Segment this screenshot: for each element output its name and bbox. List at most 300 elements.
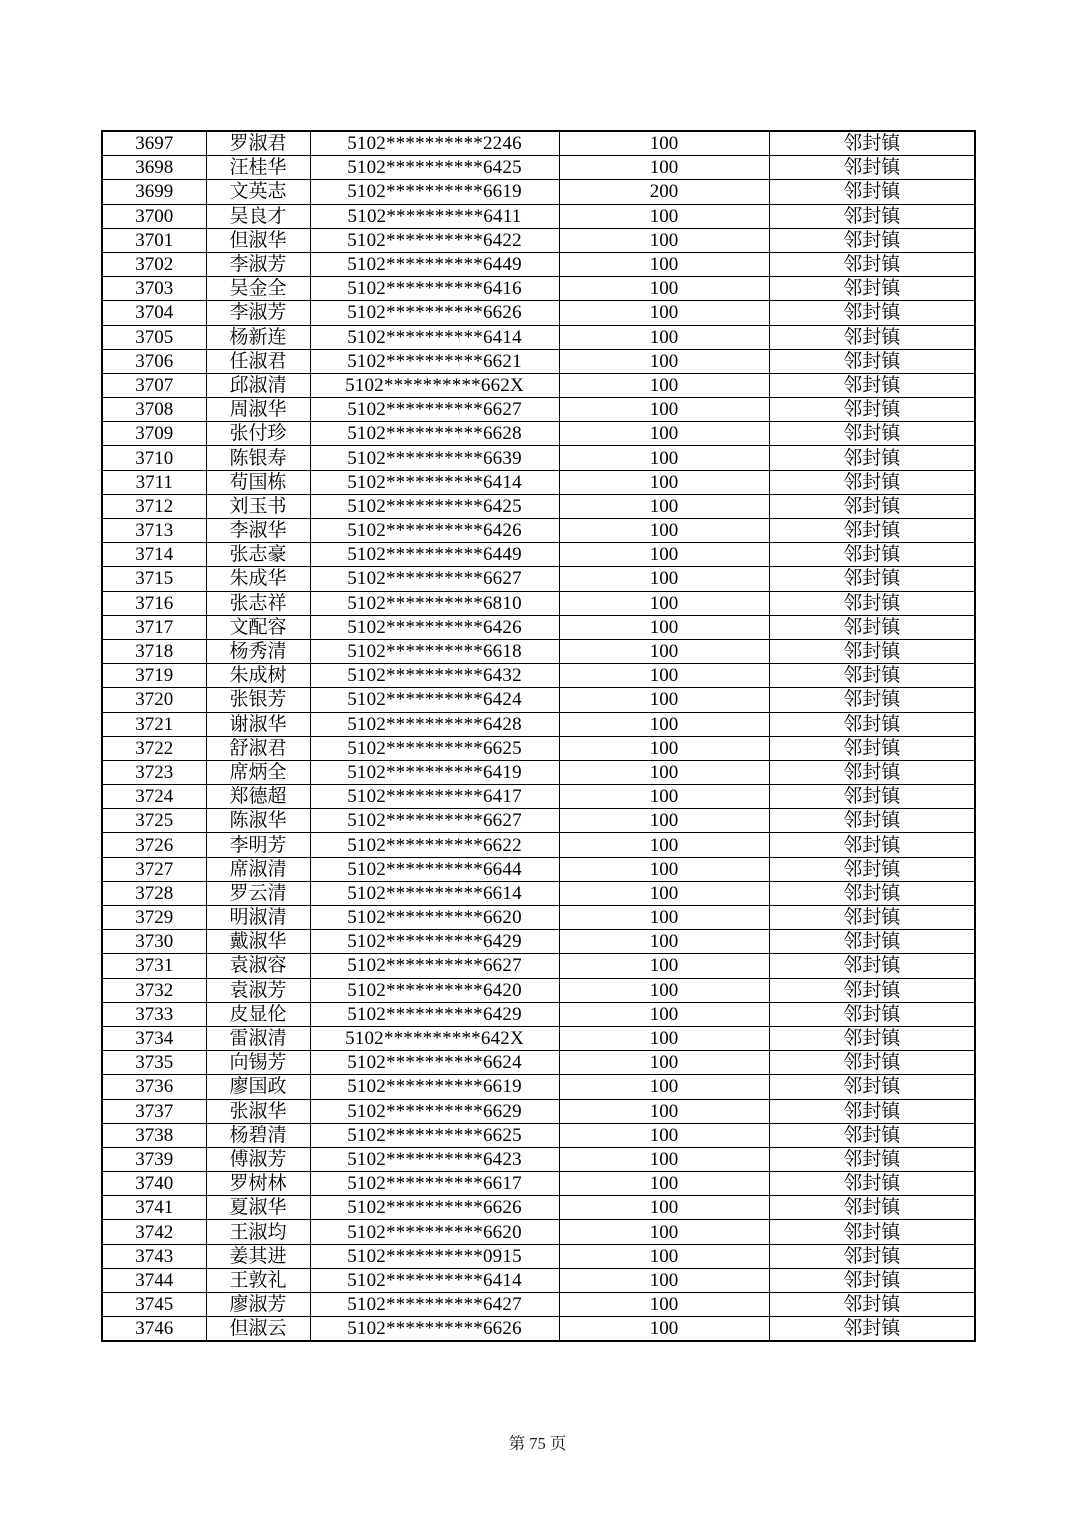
serial-cell: 3727 xyxy=(102,857,206,881)
name-cell: 但淑华 xyxy=(206,228,310,252)
name-cell: 席淑清 xyxy=(206,857,310,881)
amount-cell: 100 xyxy=(559,1244,769,1268)
name-cell: 廖淑芳 xyxy=(206,1293,310,1317)
serial-cell: 3725 xyxy=(102,809,206,833)
id-number-cell: 5102**********6621 xyxy=(310,349,559,373)
town-cell: 邻封镇 xyxy=(769,180,975,204)
serial-cell: 3730 xyxy=(102,930,206,954)
table-row xyxy=(102,760,975,784)
id-number-cell: 5102**********6627 xyxy=(310,954,559,978)
serial-cell: 3745 xyxy=(102,1293,206,1317)
town-cell: 邻封镇 xyxy=(769,712,975,736)
name-cell: 刘玉书 xyxy=(206,494,310,518)
table-row xyxy=(102,785,975,809)
table-row xyxy=(102,543,975,567)
town-cell: 邻封镇 xyxy=(769,809,975,833)
town-cell: 邻封镇 xyxy=(769,156,975,180)
town-cell: 邻封镇 xyxy=(769,1268,975,1292)
name-cell: 吴良才 xyxy=(206,204,310,228)
town-cell: 邻封镇 xyxy=(769,446,975,470)
serial-cell: 3698 xyxy=(102,156,206,180)
serial-cell: 3701 xyxy=(102,228,206,252)
town-cell: 邻封镇 xyxy=(769,1051,975,1075)
table-row xyxy=(102,446,975,470)
table-row xyxy=(102,422,975,446)
town-cell: 邻封镇 xyxy=(769,252,975,276)
serial-cell: 3707 xyxy=(102,373,206,397)
table-row xyxy=(102,252,975,276)
serial-cell: 3728 xyxy=(102,881,206,905)
amount-cell: 100 xyxy=(559,809,769,833)
town-cell: 邻封镇 xyxy=(769,277,975,301)
town-cell: 邻封镇 xyxy=(769,760,975,784)
amount-cell: 100 xyxy=(559,736,769,760)
table-row xyxy=(102,156,975,180)
id-number-cell: 5102**********6810 xyxy=(310,591,559,615)
town-cell: 邻封镇 xyxy=(769,1293,975,1317)
town-cell: 邻封镇 xyxy=(769,494,975,518)
amount-cell: 100 xyxy=(559,301,769,325)
table-row xyxy=(102,1002,975,1026)
table-row xyxy=(102,1075,975,1099)
table-row xyxy=(102,1196,975,1220)
id-number-cell: 5102**********642X xyxy=(310,1026,559,1050)
serial-cell: 3741 xyxy=(102,1196,206,1220)
id-number-cell: 5102**********6422 xyxy=(310,228,559,252)
amount-cell: 100 xyxy=(559,1220,769,1244)
id-number-cell: 5102**********2246 xyxy=(310,131,559,156)
town-cell: 邻封镇 xyxy=(769,591,975,615)
serial-cell: 3700 xyxy=(102,204,206,228)
town-cell: 邻封镇 xyxy=(769,906,975,930)
id-number-cell: 5102**********6639 xyxy=(310,446,559,470)
name-cell: 王敦礼 xyxy=(206,1268,310,1292)
amount-cell: 100 xyxy=(559,1002,769,1026)
name-cell: 张志豪 xyxy=(206,543,310,567)
town-cell: 邻封镇 xyxy=(769,1172,975,1196)
name-cell: 杨秀清 xyxy=(206,639,310,663)
amount-cell: 100 xyxy=(559,785,769,809)
name-cell: 任淑君 xyxy=(206,349,310,373)
table-row xyxy=(102,664,975,688)
amount-cell: 100 xyxy=(559,1196,769,1220)
page-number-footer: 第 75 页 xyxy=(508,1434,567,1453)
id-number-cell: 5102**********6429 xyxy=(310,1002,559,1026)
serial-cell: 3746 xyxy=(102,1317,206,1342)
name-cell: 朱成华 xyxy=(206,567,310,591)
amount-cell: 100 xyxy=(559,1075,769,1099)
table-row xyxy=(102,591,975,615)
id-number-cell: 5102**********6414 xyxy=(310,1268,559,1292)
name-cell: 吴金全 xyxy=(206,277,310,301)
name-cell: 袁淑芳 xyxy=(206,978,310,1002)
table-row xyxy=(102,349,975,373)
table-row xyxy=(102,373,975,397)
name-cell: 张银芳 xyxy=(206,688,310,712)
amount-cell: 100 xyxy=(559,156,769,180)
table-row xyxy=(102,688,975,712)
serial-cell: 3733 xyxy=(102,1002,206,1026)
id-number-cell: 5102**********6625 xyxy=(310,1123,559,1147)
table-row xyxy=(102,325,975,349)
serial-cell: 3734 xyxy=(102,1026,206,1050)
table-row xyxy=(102,930,975,954)
name-cell: 陈淑华 xyxy=(206,809,310,833)
serial-cell: 3719 xyxy=(102,664,206,688)
amount-cell: 100 xyxy=(559,543,769,567)
amount-cell: 100 xyxy=(559,349,769,373)
id-number-cell: 5102**********6417 xyxy=(310,785,559,809)
town-cell: 邻封镇 xyxy=(769,1002,975,1026)
town-cell: 邻封镇 xyxy=(769,543,975,567)
amount-cell: 100 xyxy=(559,446,769,470)
name-cell: 傅淑芳 xyxy=(206,1147,310,1171)
name-cell: 苟国栋 xyxy=(206,470,310,494)
town-cell: 邻封镇 xyxy=(769,204,975,228)
table-row xyxy=(102,1220,975,1244)
id-number-cell: 5102**********6432 xyxy=(310,664,559,688)
amount-cell: 100 xyxy=(559,277,769,301)
amount-cell: 100 xyxy=(559,422,769,446)
town-cell: 邻封镇 xyxy=(769,1099,975,1123)
name-cell: 罗树林 xyxy=(206,1172,310,1196)
amount-cell: 100 xyxy=(559,760,769,784)
serial-cell: 3715 xyxy=(102,567,206,591)
table-row xyxy=(102,736,975,760)
town-cell: 邻封镇 xyxy=(769,1220,975,1244)
serial-cell: 3720 xyxy=(102,688,206,712)
serial-cell: 3726 xyxy=(102,833,206,857)
name-cell: 李淑芳 xyxy=(206,301,310,325)
town-cell: 邻封镇 xyxy=(769,398,975,422)
name-cell: 罗云清 xyxy=(206,881,310,905)
amount-cell: 100 xyxy=(559,930,769,954)
id-number-cell: 5102**********6618 xyxy=(310,639,559,663)
table-row xyxy=(102,881,975,905)
amount-cell: 100 xyxy=(559,1317,769,1342)
town-cell: 邻封镇 xyxy=(769,1317,975,1342)
table-row xyxy=(102,906,975,930)
serial-cell: 3729 xyxy=(102,906,206,930)
name-cell: 文配容 xyxy=(206,615,310,639)
table-row xyxy=(102,1123,975,1147)
amount-cell: 100 xyxy=(559,1268,769,1292)
table-row xyxy=(102,1147,975,1171)
table-row xyxy=(102,1268,975,1292)
name-cell: 张志祥 xyxy=(206,591,310,615)
id-number-cell: 5102**********6617 xyxy=(310,1172,559,1196)
id-number-cell: 5102**********6628 xyxy=(310,422,559,446)
amount-cell: 100 xyxy=(559,1123,769,1147)
table-row xyxy=(102,712,975,736)
amount-cell: 100 xyxy=(559,615,769,639)
name-cell: 席炳全 xyxy=(206,760,310,784)
table-row xyxy=(102,131,975,156)
table-row xyxy=(102,1026,975,1050)
amount-cell: 100 xyxy=(559,567,769,591)
id-number-cell: 5102**********6622 xyxy=(310,833,559,857)
id-number-cell: 5102**********6423 xyxy=(310,1147,559,1171)
id-number-cell: 5102**********6620 xyxy=(310,906,559,930)
id-number-cell: 5102**********6620 xyxy=(310,1220,559,1244)
amount-cell: 100 xyxy=(559,131,769,156)
name-cell: 舒淑君 xyxy=(206,736,310,760)
name-cell: 谢淑华 xyxy=(206,712,310,736)
amount-cell: 100 xyxy=(559,494,769,518)
table-row xyxy=(102,639,975,663)
id-number-cell: 5102**********0915 xyxy=(310,1244,559,1268)
amount-cell: 100 xyxy=(559,1147,769,1171)
id-number-cell: 5102**********6424 xyxy=(310,688,559,712)
town-cell: 邻封镇 xyxy=(769,1123,975,1147)
table-row xyxy=(102,519,975,543)
id-number-cell: 5102**********6626 xyxy=(310,1317,559,1342)
name-cell: 郑德超 xyxy=(206,785,310,809)
table-row xyxy=(102,228,975,252)
serial-cell: 3706 xyxy=(102,349,206,373)
town-cell: 邻封镇 xyxy=(769,519,975,543)
table-row xyxy=(102,494,975,518)
town-cell: 邻封镇 xyxy=(769,470,975,494)
serial-cell: 3699 xyxy=(102,180,206,204)
id-number-cell: 5102**********6426 xyxy=(310,615,559,639)
name-cell: 朱成树 xyxy=(206,664,310,688)
town-cell: 邻封镇 xyxy=(769,664,975,688)
id-number-cell: 5102**********6625 xyxy=(310,736,559,760)
serial-cell: 3743 xyxy=(102,1244,206,1268)
id-number-cell: 5102**********6426 xyxy=(310,519,559,543)
table-row xyxy=(102,954,975,978)
serial-cell: 3704 xyxy=(102,301,206,325)
name-cell: 邱淑清 xyxy=(206,373,310,397)
amount-cell: 100 xyxy=(559,398,769,422)
table-row xyxy=(102,1051,975,1075)
town-cell: 邻封镇 xyxy=(769,833,975,857)
amount-cell: 100 xyxy=(559,325,769,349)
town-cell: 邻封镇 xyxy=(769,785,975,809)
serial-cell: 3721 xyxy=(102,712,206,736)
serial-cell: 3714 xyxy=(102,543,206,567)
serial-cell: 3723 xyxy=(102,760,206,784)
table-row xyxy=(102,277,975,301)
id-number-cell: 5102**********6425 xyxy=(310,494,559,518)
amount-cell: 100 xyxy=(559,978,769,1002)
amount-cell: 100 xyxy=(559,1099,769,1123)
amount-cell: 100 xyxy=(559,1172,769,1196)
town-cell: 邻封镇 xyxy=(769,639,975,663)
id-number-cell: 5102**********6429 xyxy=(310,930,559,954)
town-cell: 邻封镇 xyxy=(769,567,975,591)
town-cell: 邻封镇 xyxy=(769,1075,975,1099)
town-cell: 邻封镇 xyxy=(769,688,975,712)
town-cell: 邻封镇 xyxy=(769,881,975,905)
name-cell: 戴淑华 xyxy=(206,930,310,954)
amount-cell: 100 xyxy=(559,519,769,543)
name-cell: 杨碧清 xyxy=(206,1123,310,1147)
beneficiary-table xyxy=(101,130,976,1342)
serial-cell: 3737 xyxy=(102,1099,206,1123)
serial-cell: 3717 xyxy=(102,615,206,639)
name-cell: 向锡芳 xyxy=(206,1051,310,1075)
table-row xyxy=(102,398,975,422)
serial-cell: 3738 xyxy=(102,1123,206,1147)
table-row xyxy=(102,1293,975,1317)
town-cell: 邻封镇 xyxy=(769,857,975,881)
town-cell: 邻封镇 xyxy=(769,1196,975,1220)
name-cell: 李明芳 xyxy=(206,833,310,857)
town-cell: 邻封镇 xyxy=(769,422,975,446)
amount-cell: 100 xyxy=(559,204,769,228)
town-cell: 邻封镇 xyxy=(769,954,975,978)
name-cell: 杨新连 xyxy=(206,325,310,349)
id-number-cell: 5102**********6624 xyxy=(310,1051,559,1075)
table-row xyxy=(102,857,975,881)
serial-cell: 3713 xyxy=(102,519,206,543)
id-number-cell: 5102**********6627 xyxy=(310,809,559,833)
id-number-cell: 5102**********6619 xyxy=(310,180,559,204)
amount-cell: 100 xyxy=(559,1293,769,1317)
amount-cell: 100 xyxy=(559,881,769,905)
serial-cell: 3732 xyxy=(102,978,206,1002)
id-number-cell: 5102**********6627 xyxy=(310,398,559,422)
name-cell: 但淑云 xyxy=(206,1317,310,1342)
name-cell: 明淑清 xyxy=(206,906,310,930)
town-cell: 邻封镇 xyxy=(769,349,975,373)
town-cell: 邻封镇 xyxy=(769,930,975,954)
id-number-cell: 5102**********6414 xyxy=(310,470,559,494)
name-cell: 汪桂华 xyxy=(206,156,310,180)
town-cell: 邻封镇 xyxy=(769,615,975,639)
id-number-cell: 5102**********6449 xyxy=(310,252,559,276)
serial-cell: 3703 xyxy=(102,277,206,301)
serial-cell: 3736 xyxy=(102,1075,206,1099)
name-cell: 罗淑君 xyxy=(206,131,310,156)
name-cell: 文英志 xyxy=(206,180,310,204)
id-number-cell: 5102**********6427 xyxy=(310,1293,559,1317)
name-cell: 陈银寿 xyxy=(206,446,310,470)
amount-cell: 100 xyxy=(559,373,769,397)
town-cell: 邻封镇 xyxy=(769,978,975,1002)
name-cell: 雷淑清 xyxy=(206,1026,310,1050)
serial-cell: 3716 xyxy=(102,591,206,615)
serial-cell: 3711 xyxy=(102,470,206,494)
amount-cell: 100 xyxy=(559,954,769,978)
table-row xyxy=(102,615,975,639)
amount-cell: 100 xyxy=(559,712,769,736)
amount-cell: 100 xyxy=(559,906,769,930)
table-row xyxy=(102,180,975,204)
name-cell: 姜其进 xyxy=(206,1244,310,1268)
name-cell: 皮显伦 xyxy=(206,1002,310,1026)
id-number-cell: 5102**********6420 xyxy=(310,978,559,1002)
id-number-cell: 5102**********6449 xyxy=(310,543,559,567)
name-cell: 张付珍 xyxy=(206,422,310,446)
town-cell: 邻封镇 xyxy=(769,1147,975,1171)
town-cell: 邻封镇 xyxy=(769,131,975,156)
id-number-cell: 5102**********6419 xyxy=(310,760,559,784)
serial-cell: 3735 xyxy=(102,1051,206,1075)
amount-cell: 100 xyxy=(559,664,769,688)
amount-cell: 100 xyxy=(559,470,769,494)
name-cell: 夏淑华 xyxy=(206,1196,310,1220)
id-number-cell: 5102**********6411 xyxy=(310,204,559,228)
serial-cell: 3708 xyxy=(102,398,206,422)
id-number-cell: 5102**********6626 xyxy=(310,301,559,325)
table-row xyxy=(102,1099,975,1123)
amount-cell: 100 xyxy=(559,639,769,663)
town-cell: 邻封镇 xyxy=(769,325,975,349)
id-number-cell: 5102**********662X xyxy=(310,373,559,397)
town-cell: 邻封镇 xyxy=(769,1026,975,1050)
serial-cell: 3705 xyxy=(102,325,206,349)
amount-cell: 200 xyxy=(559,180,769,204)
table-row xyxy=(102,470,975,494)
town-cell: 邻封镇 xyxy=(769,736,975,760)
id-number-cell: 5102**********6428 xyxy=(310,712,559,736)
amount-cell: 100 xyxy=(559,1051,769,1075)
amount-cell: 100 xyxy=(559,1026,769,1050)
table-row xyxy=(102,301,975,325)
serial-cell: 3702 xyxy=(102,252,206,276)
name-cell: 张淑华 xyxy=(206,1099,310,1123)
id-number-cell: 5102**********6619 xyxy=(310,1075,559,1099)
serial-cell: 3710 xyxy=(102,446,206,470)
amount-cell: 100 xyxy=(559,833,769,857)
town-cell: 邻封镇 xyxy=(769,301,975,325)
id-number-cell: 5102**********6416 xyxy=(310,277,559,301)
name-cell: 李淑芳 xyxy=(206,252,310,276)
serial-cell: 3724 xyxy=(102,785,206,809)
id-number-cell: 5102**********6425 xyxy=(310,156,559,180)
amount-cell: 100 xyxy=(559,252,769,276)
amount-cell: 100 xyxy=(559,228,769,252)
serial-cell: 3740 xyxy=(102,1172,206,1196)
table-row xyxy=(102,567,975,591)
table-row xyxy=(102,978,975,1002)
id-number-cell: 5102**********6644 xyxy=(310,857,559,881)
id-number-cell: 5102**********6626 xyxy=(310,1196,559,1220)
serial-cell: 3739 xyxy=(102,1147,206,1171)
table-row xyxy=(102,809,975,833)
serial-cell: 3718 xyxy=(102,639,206,663)
amount-cell: 100 xyxy=(559,591,769,615)
amount-cell: 100 xyxy=(559,688,769,712)
table-row xyxy=(102,204,975,228)
name-cell: 袁淑容 xyxy=(206,954,310,978)
amount-cell: 100 xyxy=(559,857,769,881)
town-cell: 邻封镇 xyxy=(769,228,975,252)
id-number-cell: 5102**********6629 xyxy=(310,1099,559,1123)
name-cell: 李淑华 xyxy=(206,519,310,543)
name-cell: 周淑华 xyxy=(206,398,310,422)
serial-cell: 3722 xyxy=(102,736,206,760)
serial-cell: 3731 xyxy=(102,954,206,978)
serial-cell: 3697 xyxy=(102,131,206,156)
id-number-cell: 5102**********6614 xyxy=(310,881,559,905)
table-row xyxy=(102,833,975,857)
town-cell: 邻封镇 xyxy=(769,1244,975,1268)
table-row xyxy=(102,1244,975,1268)
serial-cell: 3712 xyxy=(102,494,206,518)
name-cell: 廖国政 xyxy=(206,1075,310,1099)
id-number-cell: 5102**********6414 xyxy=(310,325,559,349)
town-cell: 邻封镇 xyxy=(769,373,975,397)
id-number-cell: 5102**********6627 xyxy=(310,567,559,591)
table-row xyxy=(102,1172,975,1196)
serial-cell: 3742 xyxy=(102,1220,206,1244)
serial-cell: 3709 xyxy=(102,422,206,446)
table-row xyxy=(102,1317,975,1342)
